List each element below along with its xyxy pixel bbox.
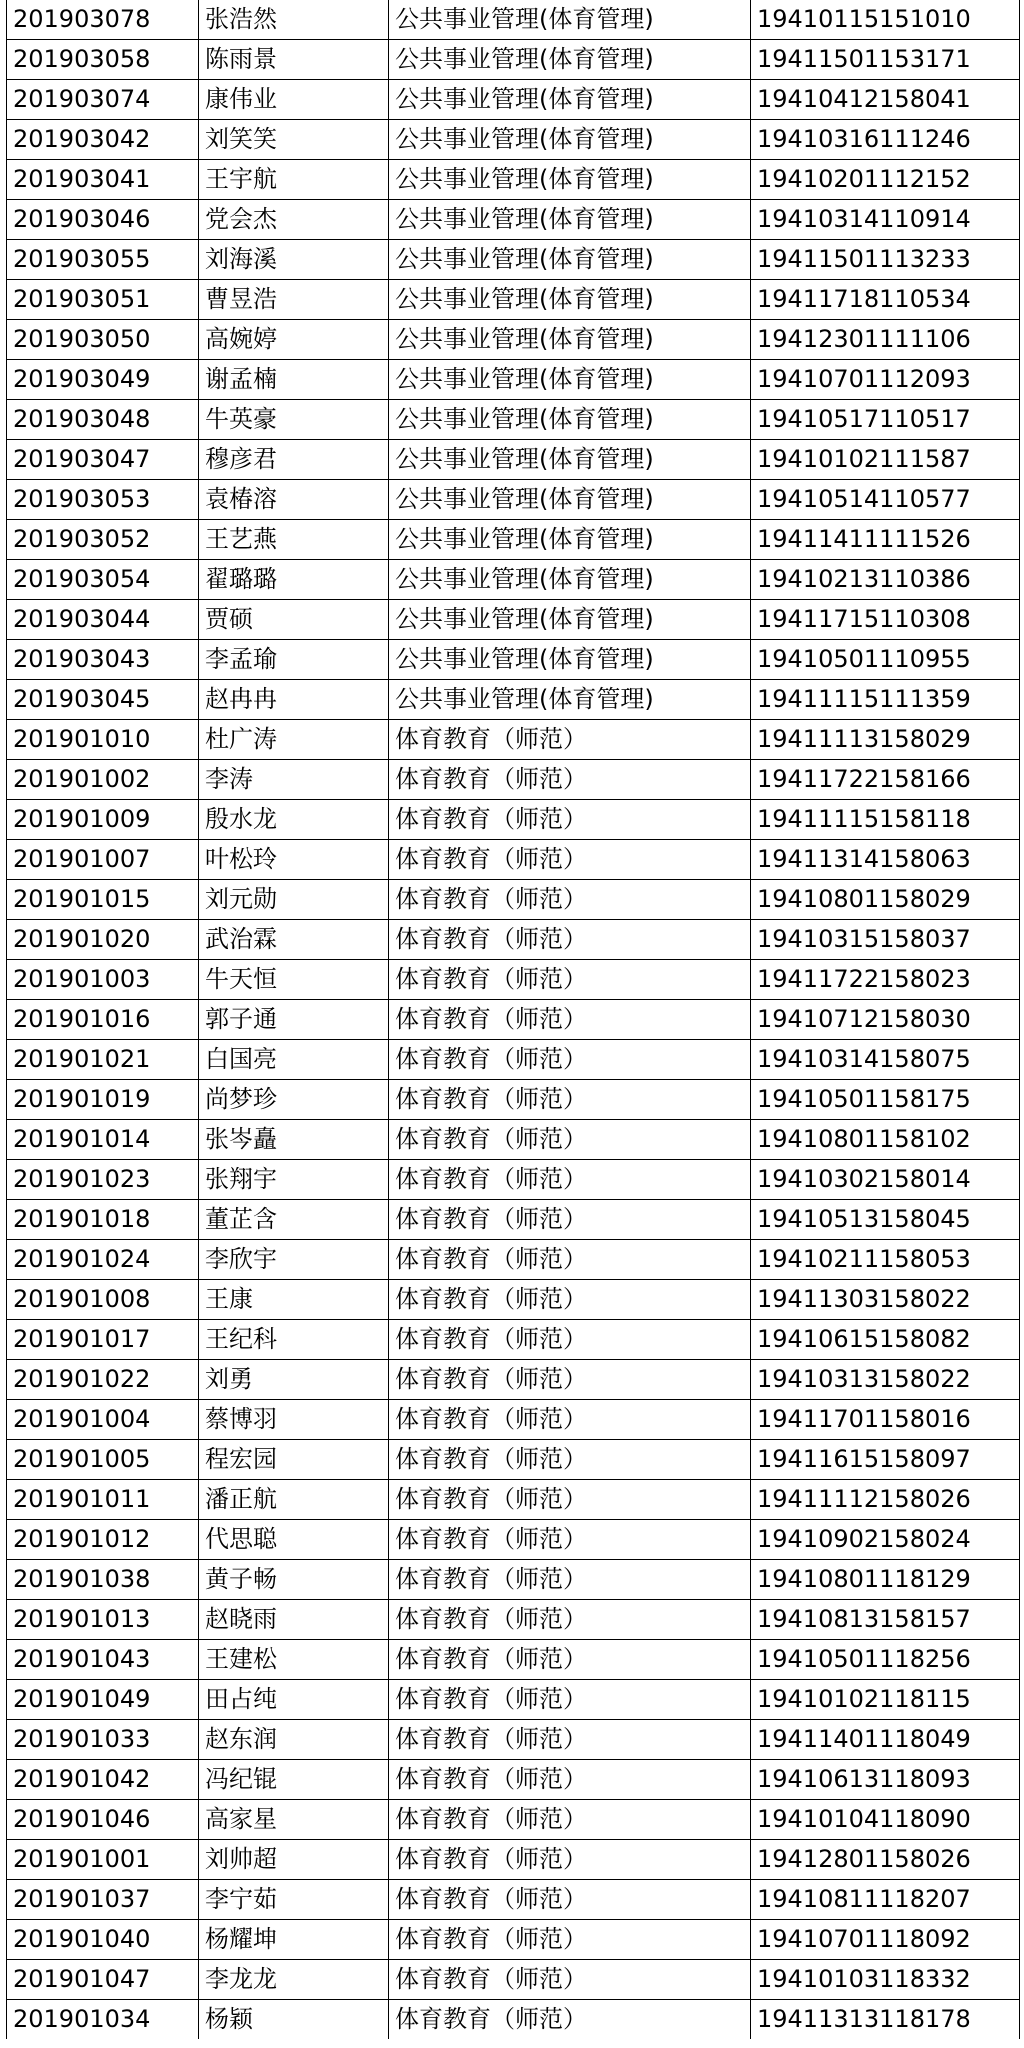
major-cell: 公共事业管理(体育管理) xyxy=(389,560,751,600)
student-name-cell: 贾硕 xyxy=(199,600,389,640)
exam-number-cell: 19410813158157 xyxy=(751,1600,1020,1640)
exam-number-cell: 19411501113233 xyxy=(751,240,1020,280)
major-cell: 体育教育（师范） xyxy=(389,1160,751,1200)
major-cell: 体育教育（师范） xyxy=(389,1360,751,1400)
student-id-cell: 201901011 xyxy=(7,1480,199,1520)
student-id-cell: 201901033 xyxy=(7,1720,199,1760)
major-cell: 体育教育（师范） xyxy=(389,1880,751,1920)
major-cell: 体育教育（师范） xyxy=(389,1800,751,1840)
exam-number-cell: 19410315158037 xyxy=(751,920,1020,960)
major-cell: 体育教育（师范） xyxy=(389,1280,751,1320)
table-row xyxy=(7,600,1020,640)
student-id-cell: 201901037 xyxy=(7,1880,199,1920)
student-id-cell: 201901021 xyxy=(7,1040,199,1080)
major-cell: 公共事业管理(体育管理) xyxy=(389,240,751,280)
student-id-cell: 201901002 xyxy=(7,760,199,800)
student-id-cell: 201901015 xyxy=(7,880,199,920)
table-row xyxy=(7,200,1020,240)
exam-number-cell: 19410513158045 xyxy=(751,1200,1020,1240)
table-row xyxy=(7,2000,1020,2040)
student-name-cell: 杜广涛 xyxy=(199,720,389,760)
exam-number-cell: 19410501118256 xyxy=(751,1640,1020,1680)
major-cell: 体育教育（师范） xyxy=(389,2000,751,2040)
student-name-cell: 党会杰 xyxy=(199,200,389,240)
student-id-cell: 201903044 xyxy=(7,600,199,640)
table-row xyxy=(7,360,1020,400)
major-cell: 公共事业管理(体育管理) xyxy=(389,80,751,120)
table-row xyxy=(7,120,1020,160)
table-row xyxy=(7,1920,1020,1960)
student-name-cell: 叶松玲 xyxy=(199,840,389,880)
exam-number-cell: 19412801158026 xyxy=(751,1840,1020,1880)
exam-number-cell: 19410211158053 xyxy=(751,1240,1020,1280)
student-id-cell: 201903042 xyxy=(7,120,199,160)
table-row xyxy=(7,1040,1020,1080)
student-name-cell: 陈雨景 xyxy=(199,40,389,80)
exam-number-cell: 19411303158022 xyxy=(751,1280,1020,1320)
student-name-cell: 牛英豪 xyxy=(199,400,389,440)
student-name-cell: 武治霖 xyxy=(199,920,389,960)
table-row xyxy=(7,0,1020,40)
major-cell: 公共事业管理(体育管理) xyxy=(389,120,751,160)
student-name-cell: 王建松 xyxy=(199,1640,389,1680)
table-row xyxy=(7,1320,1020,1360)
exam-number-cell: 19410811118207 xyxy=(751,1880,1020,1920)
roster-table xyxy=(6,0,1020,2039)
student-id-cell: 201903054 xyxy=(7,560,199,600)
student-name-cell: 曹昱浩 xyxy=(199,280,389,320)
student-id-cell: 201901009 xyxy=(7,800,199,840)
student-id-cell: 201901003 xyxy=(7,960,199,1000)
student-id-cell: 201901023 xyxy=(7,1160,199,1200)
table-row xyxy=(7,1360,1020,1400)
student-name-cell: 牛天恒 xyxy=(199,960,389,1000)
major-cell: 公共事业管理(体育管理) xyxy=(389,440,751,480)
exam-number-cell: 19410302158014 xyxy=(751,1160,1020,1200)
exam-number-cell: 19410712158030 xyxy=(751,1000,1020,1040)
table-row xyxy=(7,1760,1020,1800)
table-row xyxy=(7,1560,1020,1600)
major-cell: 体育教育（师范） xyxy=(389,1760,751,1800)
exam-number-cell: 19411701158016 xyxy=(751,1400,1020,1440)
student-name-cell: 代思聪 xyxy=(199,1520,389,1560)
table-row xyxy=(7,320,1020,360)
student-name-cell: 尚梦珍 xyxy=(199,1080,389,1120)
exam-number-cell: 19410412158041 xyxy=(751,80,1020,120)
table-row xyxy=(7,840,1020,880)
exam-number-cell: 19410314110914 xyxy=(751,200,1020,240)
table-row xyxy=(7,640,1020,680)
major-cell: 体育教育（师范） xyxy=(389,800,751,840)
student-id-cell: 201901034 xyxy=(7,2000,199,2040)
student-id-cell: 201903046 xyxy=(7,200,199,240)
roster-table-body xyxy=(7,0,1020,2039)
major-cell: 体育教育（师范） xyxy=(389,1400,751,1440)
table-row xyxy=(7,40,1020,80)
table-row xyxy=(7,1600,1020,1640)
student-id-cell: 201903055 xyxy=(7,240,199,280)
major-cell: 体育教育（师范） xyxy=(389,1640,751,1680)
major-cell: 公共事业管理(体育管理) xyxy=(389,480,751,520)
student-name-cell: 张浩然 xyxy=(199,0,389,40)
exam-number-cell: 19410102118115 xyxy=(751,1680,1020,1720)
major-cell: 体育教育（师范） xyxy=(389,1840,751,1880)
student-name-cell: 潘正航 xyxy=(199,1480,389,1520)
table-row xyxy=(7,520,1020,560)
student-name-cell: 袁椿溶 xyxy=(199,480,389,520)
student-id-cell: 201903051 xyxy=(7,280,199,320)
student-id-cell: 201901047 xyxy=(7,1960,199,2000)
exam-number-cell: 19411401118049 xyxy=(751,1720,1020,1760)
student-name-cell: 刘海溪 xyxy=(199,240,389,280)
student-id-cell: 201901042 xyxy=(7,1760,199,1800)
table-row xyxy=(7,1680,1020,1720)
table-row xyxy=(7,400,1020,440)
major-cell: 公共事业管理(体育管理) xyxy=(389,400,751,440)
table-row xyxy=(7,680,1020,720)
exam-number-cell: 19410102111587 xyxy=(751,440,1020,480)
student-id-cell: 201903043 xyxy=(7,640,199,680)
student-id-cell: 201901004 xyxy=(7,1400,199,1440)
student-name-cell: 李孟瑜 xyxy=(199,640,389,680)
exam-number-cell: 19410501158175 xyxy=(751,1080,1020,1120)
table-row xyxy=(7,880,1020,920)
student-name-cell: 田占纯 xyxy=(199,1680,389,1720)
student-id-cell: 201903074 xyxy=(7,80,199,120)
table-row xyxy=(7,1480,1020,1520)
major-cell: 公共事业管理(体育管理) xyxy=(389,680,751,720)
exam-number-cell: 19411501153171 xyxy=(751,40,1020,80)
exam-number-cell: 19410701118092 xyxy=(751,1920,1020,1960)
student-name-cell: 冯纪锟 xyxy=(199,1760,389,1800)
student-id-cell: 201901014 xyxy=(7,1120,199,1160)
exam-number-cell: 19410104118090 xyxy=(751,1800,1020,1840)
major-cell: 体育教育（师范） xyxy=(389,1520,751,1560)
student-name-cell: 刘元勋 xyxy=(199,880,389,920)
exam-number-cell: 19410316111246 xyxy=(751,120,1020,160)
exam-number-cell: 19411115158118 xyxy=(751,800,1020,840)
student-name-cell: 刘笑笑 xyxy=(199,120,389,160)
student-id-cell: 201901017 xyxy=(7,1320,199,1360)
student-name-cell: 张岑矗 xyxy=(199,1120,389,1160)
table-row xyxy=(7,1960,1020,2000)
student-name-cell: 李欣宇 xyxy=(199,1240,389,1280)
student-id-cell: 201903052 xyxy=(7,520,199,560)
table-row xyxy=(7,1880,1020,1920)
major-cell: 体育教育（师范） xyxy=(389,1720,751,1760)
student-name-cell: 王宇航 xyxy=(199,160,389,200)
student-id-cell: 201901010 xyxy=(7,720,199,760)
student-id-cell: 201901001 xyxy=(7,1840,199,1880)
table-row xyxy=(7,920,1020,960)
student-id-cell: 201901024 xyxy=(7,1240,199,1280)
student-name-cell: 高家星 xyxy=(199,1800,389,1840)
exam-number-cell: 19410103118332 xyxy=(751,1960,1020,2000)
table-row xyxy=(7,1400,1020,1440)
student-id-cell: 201901038 xyxy=(7,1560,199,1600)
major-cell: 体育教育（师范） xyxy=(389,1040,751,1080)
table-row xyxy=(7,1280,1020,1320)
student-id-cell: 201903045 xyxy=(7,680,199,720)
student-name-cell: 刘帅超 xyxy=(199,1840,389,1880)
major-cell: 体育教育（师范） xyxy=(389,840,751,880)
exam-number-cell: 19410314158075 xyxy=(751,1040,1020,1080)
student-name-cell: 程宏园 xyxy=(199,1440,389,1480)
exam-number-cell: 19410801158029 xyxy=(751,880,1020,920)
major-cell: 体育教育（师范） xyxy=(389,1440,751,1480)
student-name-cell: 赵冉冉 xyxy=(199,680,389,720)
student-id-cell: 201903047 xyxy=(7,440,199,480)
table-row xyxy=(7,720,1020,760)
table-row xyxy=(7,1240,1020,1280)
major-cell: 体育教育（师范） xyxy=(389,1320,751,1360)
student-id-cell: 201901040 xyxy=(7,1920,199,1960)
table-row xyxy=(7,1520,1020,1560)
major-cell: 公共事业管理(体育管理) xyxy=(389,280,751,320)
student-id-cell: 201903041 xyxy=(7,160,199,200)
exam-number-cell: 19410213110386 xyxy=(751,560,1020,600)
student-name-cell: 翟璐璐 xyxy=(199,560,389,600)
exam-number-cell: 19410501110955 xyxy=(751,640,1020,680)
student-id-cell: 201901008 xyxy=(7,1280,199,1320)
major-cell: 公共事业管理(体育管理) xyxy=(389,160,751,200)
student-id-cell: 201901019 xyxy=(7,1080,199,1120)
student-name-cell: 张翔宇 xyxy=(199,1160,389,1200)
major-cell: 体育教育（师范） xyxy=(389,1680,751,1720)
major-cell: 体育教育（师范） xyxy=(389,920,751,960)
student-name-cell: 谢孟楠 xyxy=(199,360,389,400)
exam-number-cell: 19411112158026 xyxy=(751,1480,1020,1520)
major-cell: 体育教育（师范） xyxy=(389,1120,751,1160)
student-name-cell: 蔡博羽 xyxy=(199,1400,389,1440)
student-id-cell: 201903078 xyxy=(7,0,199,40)
student-name-cell: 杨颖 xyxy=(199,2000,389,2040)
student-id-cell: 201903058 xyxy=(7,40,199,80)
student-id-cell: 201903053 xyxy=(7,480,199,520)
table-row xyxy=(7,1440,1020,1480)
major-cell: 公共事业管理(体育管理) xyxy=(389,0,751,40)
major-cell: 体育教育（师范） xyxy=(389,1560,751,1600)
major-cell: 体育教育（师范） xyxy=(389,1200,751,1240)
student-id-cell: 201901016 xyxy=(7,1000,199,1040)
major-cell: 体育教育（师范） xyxy=(389,1000,751,1040)
student-id-cell: 201901022 xyxy=(7,1360,199,1400)
major-cell: 公共事业管理(体育管理) xyxy=(389,40,751,80)
exam-number-cell: 19411715110308 xyxy=(751,600,1020,640)
student-name-cell: 高婉婷 xyxy=(199,320,389,360)
table-row xyxy=(7,1000,1020,1040)
exam-number-cell: 19410514110577 xyxy=(751,480,1020,520)
student-id-cell: 201901020 xyxy=(7,920,199,960)
exam-number-cell: 19410201112152 xyxy=(751,160,1020,200)
exam-number-cell: 19410902158024 xyxy=(751,1520,1020,1560)
exam-number-cell: 19410313158022 xyxy=(751,1360,1020,1400)
student-name-cell: 李龙龙 xyxy=(199,1960,389,2000)
exam-number-cell: 19410517110517 xyxy=(751,400,1020,440)
table-row xyxy=(7,960,1020,1000)
student-id-cell: 201903048 xyxy=(7,400,199,440)
major-cell: 体育教育（师范） xyxy=(389,1600,751,1640)
table-row xyxy=(7,760,1020,800)
student-id-cell: 201901012 xyxy=(7,1520,199,1560)
exam-number-cell: 19411722158166 xyxy=(751,760,1020,800)
student-id-cell: 201901005 xyxy=(7,1440,199,1480)
student-name-cell: 郭子通 xyxy=(199,1000,389,1040)
table-row xyxy=(7,1120,1020,1160)
major-cell: 公共事业管理(体育管理) xyxy=(389,640,751,680)
exam-number-cell: 19410801158102 xyxy=(751,1120,1020,1160)
student-id-cell: 201901043 xyxy=(7,1640,199,1680)
table-row xyxy=(7,1720,1020,1760)
student-name-cell: 刘勇 xyxy=(199,1360,389,1400)
student-id-cell: 201901049 xyxy=(7,1680,199,1720)
student-name-cell: 殷水龙 xyxy=(199,800,389,840)
major-cell: 体育教育（师范） xyxy=(389,1960,751,2000)
major-cell: 体育教育（师范） xyxy=(389,960,751,1000)
table-row xyxy=(7,160,1020,200)
exam-number-cell: 19410701112093 xyxy=(751,360,1020,400)
major-cell: 体育教育（师范） xyxy=(389,1240,751,1280)
student-name-cell: 康伟业 xyxy=(199,80,389,120)
student-name-cell: 穆彦君 xyxy=(199,440,389,480)
major-cell: 体育教育（师范） xyxy=(389,760,751,800)
student-id-cell: 201903049 xyxy=(7,360,199,400)
table-row xyxy=(7,1640,1020,1680)
table-row xyxy=(7,1080,1020,1120)
exam-number-cell: 19411313118178 xyxy=(751,2000,1020,2040)
student-id-cell: 201903050 xyxy=(7,320,199,360)
major-cell: 公共事业管理(体育管理) xyxy=(389,520,751,560)
table-row xyxy=(7,1200,1020,1240)
exam-number-cell: 19411615158097 xyxy=(751,1440,1020,1480)
major-cell: 公共事业管理(体育管理) xyxy=(389,200,751,240)
exam-number-cell: 19411314158063 xyxy=(751,840,1020,880)
table-row xyxy=(7,80,1020,120)
major-cell: 公共事业管理(体育管理) xyxy=(389,360,751,400)
exam-number-cell: 19411115111359 xyxy=(751,680,1020,720)
major-cell: 体育教育（师范） xyxy=(389,880,751,920)
exam-number-cell: 19410615158082 xyxy=(751,1320,1020,1360)
student-name-cell: 赵东润 xyxy=(199,1720,389,1760)
table-row xyxy=(7,560,1020,600)
student-name-cell: 王康 xyxy=(199,1280,389,1320)
table-row xyxy=(7,1800,1020,1840)
student-name-cell: 王纪科 xyxy=(199,1320,389,1360)
table-row xyxy=(7,440,1020,480)
table-row xyxy=(7,1160,1020,1200)
major-cell: 体育教育（师范） xyxy=(389,1080,751,1120)
exam-number-cell: 19411722158023 xyxy=(751,960,1020,1000)
table-row xyxy=(7,1840,1020,1880)
student-name-cell: 杨耀坤 xyxy=(199,1920,389,1960)
major-cell: 公共事业管理(体育管理) xyxy=(389,600,751,640)
exam-number-cell: 19410115151010 xyxy=(751,0,1020,40)
major-cell: 体育教育（师范） xyxy=(389,1920,751,1960)
exam-number-cell: 19411113158029 xyxy=(751,720,1020,760)
table-row xyxy=(7,240,1020,280)
student-id-cell: 201901018 xyxy=(7,1200,199,1240)
student-name-cell: 王艺燕 xyxy=(199,520,389,560)
major-cell: 体育教育（师范） xyxy=(389,1480,751,1520)
table-row xyxy=(7,480,1020,520)
student-name-cell: 白国亮 xyxy=(199,1040,389,1080)
student-id-cell: 201901013 xyxy=(7,1600,199,1640)
student-name-cell: 黄子畅 xyxy=(199,1560,389,1600)
exam-number-cell: 19412301111106 xyxy=(751,320,1020,360)
table-row xyxy=(7,280,1020,320)
student-name-cell: 李涛 xyxy=(199,760,389,800)
exam-number-cell: 19410613118093 xyxy=(751,1760,1020,1800)
exam-number-cell: 19411411111526 xyxy=(751,520,1020,560)
exam-number-cell: 19410801118129 xyxy=(751,1560,1020,1600)
student-id-cell: 201901007 xyxy=(7,840,199,880)
student-name-cell: 李宁茹 xyxy=(199,1880,389,1920)
table-row xyxy=(7,800,1020,840)
student-name-cell: 董芷含 xyxy=(199,1200,389,1240)
major-cell: 体育教育（师范） xyxy=(389,720,751,760)
student-id-cell: 201901046 xyxy=(7,1800,199,1840)
student-name-cell: 赵晓雨 xyxy=(199,1600,389,1640)
major-cell: 公共事业管理(体育管理) xyxy=(389,320,751,360)
exam-number-cell: 19411718110534 xyxy=(751,280,1020,320)
